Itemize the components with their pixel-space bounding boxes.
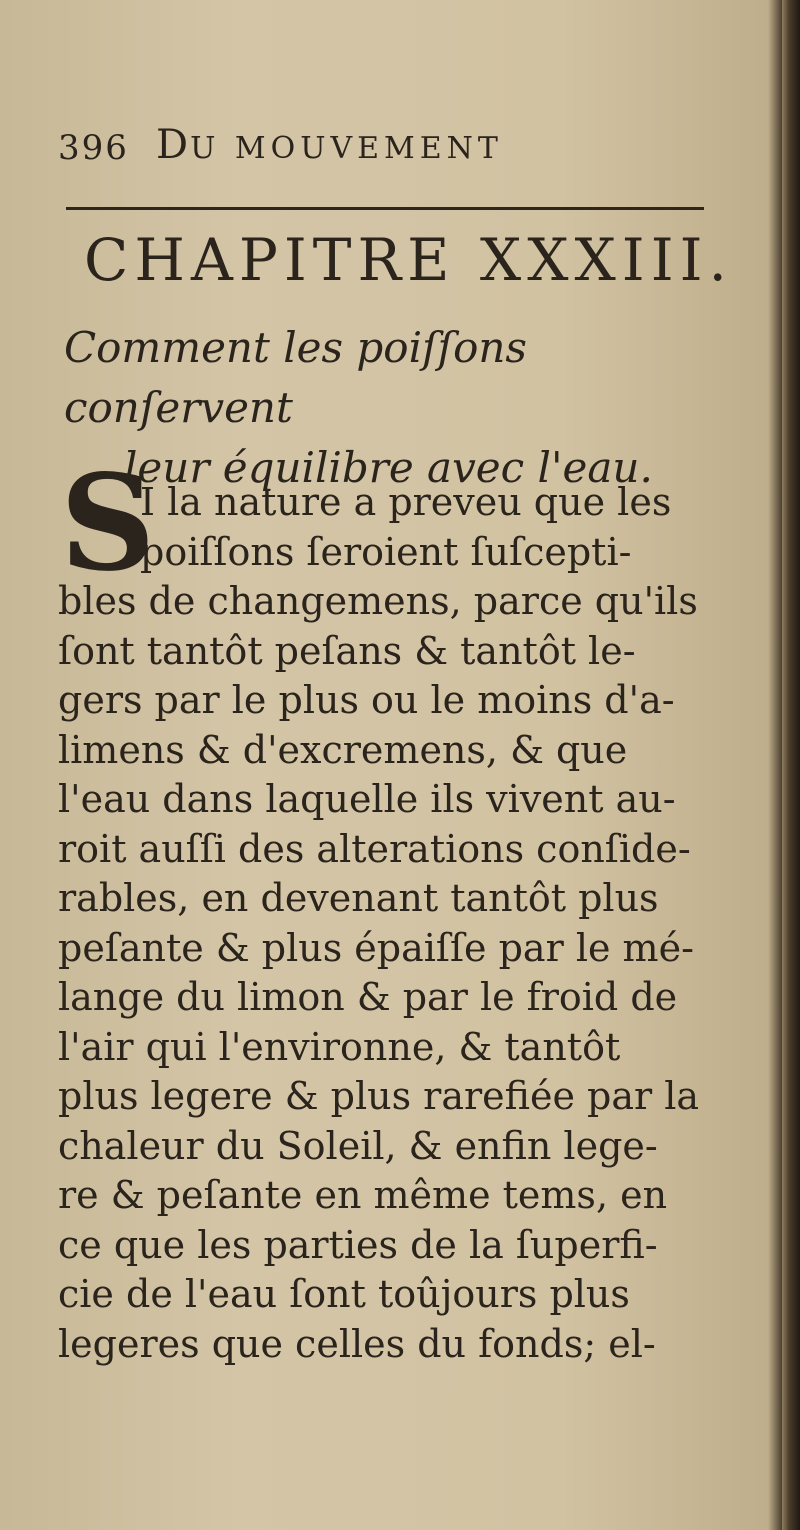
running-title: [156, 122, 503, 168]
page-number: 396: [58, 128, 129, 168]
chapter-title: CHAPITRE XXXIII.: [84, 226, 733, 294]
text-line: lange du limon & par le froid de: [58, 975, 678, 1019]
text-line: cie de l'eau ſont toûjours plus: [58, 1272, 630, 1316]
running-title-initial: D: [156, 122, 191, 168]
text-line: rables, en devenant tantôt plus: [58, 876, 659, 920]
page-edge-shadow: [782, 0, 800, 1530]
subtitle-line-2: leur équilibre avec l'eau.: [124, 443, 653, 492]
chapter-subtitle: [64, 318, 724, 498]
running-title-rest: U MOUVEMENT: [190, 131, 503, 166]
text-line: peſante & plus épaiſſe par le mé-: [58, 925, 694, 970]
text-line: roit auſſi des alterations conſide-: [58, 826, 691, 871]
text-line: bles de changemens, parce qu'ils: [58, 579, 698, 623]
text-line: poiſſons ſeroient ſuſcepti-: [140, 529, 632, 574]
text-line: re & peſante en même tems, en: [58, 1173, 668, 1217]
text-line: l'eau dans laquelle ils vivent au-: [58, 777, 676, 821]
text-line: l'air qui l'environne, & tantôt: [58, 1024, 621, 1069]
page-header: [58, 118, 698, 174]
text-line: plus legere & plus rarefiée par la: [58, 1074, 700, 1118]
header-rule: [66, 207, 704, 210]
text-line: limens & d'excremens, & que: [58, 727, 628, 772]
text-line: legeres que celles du fonds; el-: [58, 1321, 656, 1366]
body-paragraph: [58, 478, 718, 1369]
text-line: chaleur du Soleil, & enfin lege-: [58, 1123, 658, 1168]
text-line: ſont tantôt peſans & tantôt le-: [58, 628, 636, 673]
text-line: gers par le plus ou le moins d'a-: [58, 678, 675, 722]
text-line: I la nature a preveu que les: [140, 480, 672, 524]
drop-cap: S: [60, 446, 156, 601]
text-line: ce que les parties de la ſuperfi-: [58, 1222, 658, 1267]
subtitle-line-1: Comment les poiſſons conſervent: [64, 323, 527, 432]
